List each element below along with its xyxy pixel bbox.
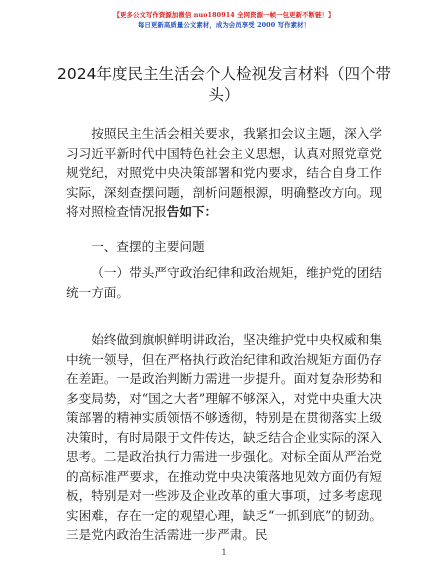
promo-banner-blue: 每日更新高质量公文素材，成为会员享受 2000 写作素材！	[137, 21, 311, 29]
promo-banner-red: 【更多公文写作资源加微信 nuo180914 全网资源一帧一包更新不断链！】	[113, 11, 335, 19]
intro-bold-text: 告如下：	[166, 204, 218, 219]
page-number: 1	[221, 548, 227, 557]
subsection-heading: （一）带头严守政治纪律和政治规矩，维护党的团结统一方面。	[66, 265, 382, 300]
body-paragraph: 始终做到旗帜鲜明讲政治，坚决维护党中央权威和集中统一领导，但在严格执行政治纪律和政治规矩方面仍存在差距。一是政治判断力需进一步提升。面对复杂形势和多变局势，对“国之大者”理解不够深入，对党中央重大决策部署的精神实质领悟不够透彻，特别是在贯彻落实上级决策时，有时局限于文件传达，缺乏结合企业实际的深入思考。二是政治执行力需进一步强化。对标全面从严治党的高标准严要求，在推动党中央决策落地见效方面仍有短板，特别是对一些涉及企业改革的重大事项，过多考虑现实困难，存在一定的观望心理，缺乏“一抓到底”的韧劲。三是党内政治生活需进一步严肃。民	[66, 332, 382, 542]
document-title: 2024年度民主生活会个人检视发言材料（四个带头）	[57, 65, 391, 104]
section-heading: 一、查摆的主要问题	[91, 239, 205, 254]
intro-paragraph	[66, 124, 382, 222]
intro-text: 按照民主生活会相关要求，我紧扣会议主题，深入学习习近平新时代中国特色社会主义思想，认真对照党章党规党纪，对照党中央决策部署和党内要求，结合自身工作实际，深刻查摆问题，剖析问题根源，明确整改方向。现将对照检查情况报	[66, 126, 382, 219]
